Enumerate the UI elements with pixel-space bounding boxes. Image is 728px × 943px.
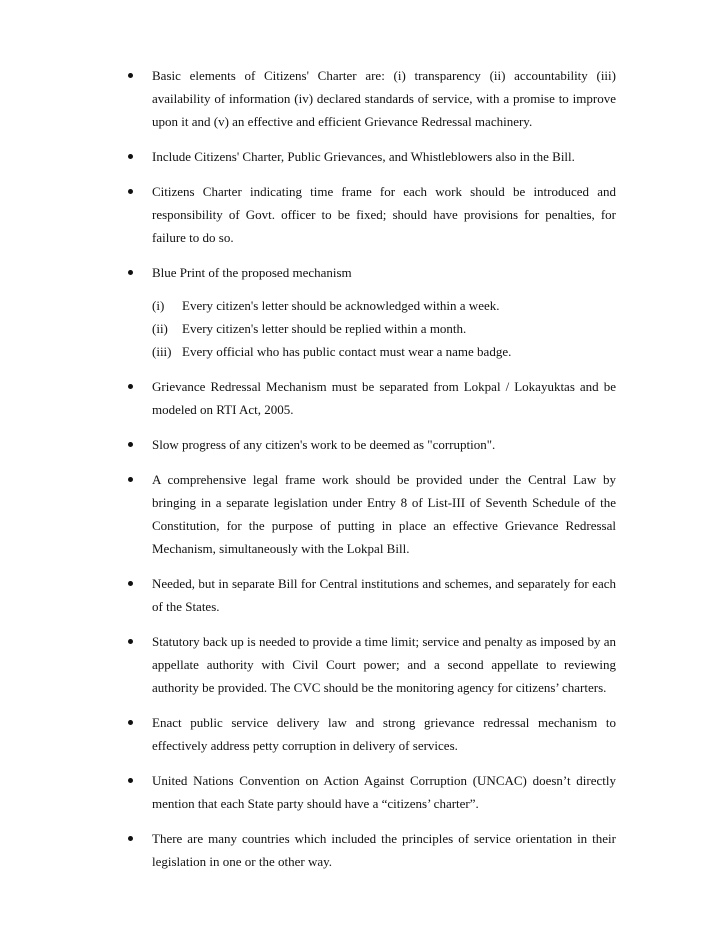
sub-item-number: (ii) bbox=[152, 321, 168, 336]
bullet-icon bbox=[128, 189, 133, 194]
sub-item-text: Every citizen's letter should be replied within a month. bbox=[182, 321, 467, 336]
bullet-item bbox=[152, 630, 616, 699]
sub-list-item bbox=[152, 340, 616, 363]
bullet-item bbox=[152, 769, 616, 815]
bullet-text: Grievance Redressal Mechanism must be separated from Lokpal / Lokayuktas and be modeled on RTI Act, 2005. bbox=[152, 379, 616, 417]
bullet-text: Slow progress of any citizen's work to be deemed as "corruption". bbox=[152, 437, 496, 452]
bullet-text: Include Citizens' Charter, Public Grievances, and Whistleblowers also in the Bill. bbox=[152, 149, 575, 164]
bullet-icon bbox=[128, 384, 133, 389]
bullet-icon bbox=[128, 639, 133, 644]
bullet-item bbox=[152, 572, 616, 618]
bullet-item bbox=[152, 180, 616, 249]
bullet-text: Citizens Charter indicating time frame for each work should be introduced and responsibility of Govt. officer to be fixed; should have provisions for penalties, for failure to do so. bbox=[152, 184, 616, 245]
bullet-icon bbox=[128, 154, 133, 159]
bullet-text: Basic elements of Citizens' Charter are: (i) transparency (ii) accountability (iii) availability of information (iv) declared standards of service, with a promise to improve upon it and (v) an effective and efficient Grievance Redressal machinery. bbox=[152, 68, 616, 129]
bullet-text: A comprehensive legal frame work should be provided under the Central Law by bringing in a separate legislation under Entry 8 of List-III of Seventh Schedule of the Constitution, for the purpose of putting in place an effective Grievance Redressal Mechanism, simultaneously with the Lokpal Bill. bbox=[152, 472, 616, 556]
sub-item-number: (iii) bbox=[152, 344, 172, 359]
bullet-icon bbox=[128, 477, 133, 482]
sub-list bbox=[152, 294, 616, 363]
sub-item-number: (i) bbox=[152, 298, 165, 313]
bullet-icon bbox=[128, 270, 133, 275]
bullet-item bbox=[152, 827, 616, 873]
bullet-list bbox=[152, 64, 616, 885]
bullet-text: Needed, but in separate Bill for Central institutions and schemes, and separately for each of the States. bbox=[152, 576, 616, 614]
sub-list-item bbox=[152, 294, 616, 317]
sub-item-text: Every citizen's letter should be acknowledged within a week. bbox=[182, 298, 500, 313]
bullet-item bbox=[152, 64, 616, 133]
bullet-icon bbox=[128, 73, 133, 78]
bullet-icon bbox=[128, 836, 133, 841]
bullet-icon bbox=[128, 778, 133, 783]
bullet-icon bbox=[128, 442, 133, 447]
sub-item-text: Every official who has public contact must wear a name badge. bbox=[182, 344, 512, 359]
bullet-text: United Nations Convention on Action Against Corruption (UNCAC) doesn’t directly mention that each State party should have a “citizens’ charter”. bbox=[152, 773, 616, 811]
sub-list-item bbox=[152, 317, 616, 340]
bullet-item bbox=[152, 711, 616, 757]
bullet-text: Enact public service delivery law and strong grievance redressal mechanism to effectively address petty corruption in delivery of services. bbox=[152, 715, 616, 753]
bullet-icon bbox=[128, 720, 133, 725]
bullet-text: Blue Print of the proposed mechanism bbox=[152, 265, 352, 280]
bullet-item bbox=[152, 433, 616, 456]
bullet-item bbox=[152, 145, 616, 168]
bullet-icon bbox=[128, 581, 133, 586]
bullet-item bbox=[152, 375, 616, 421]
bullet-text: There are many countries which included the principles of service orientation in their legislation in one or the other way. bbox=[152, 831, 616, 869]
bullet-item bbox=[152, 261, 616, 363]
bullet-item bbox=[152, 468, 616, 560]
bullet-text: Statutory back up is needed to provide a time limit; service and penalty as imposed by an appellate authority with Civil Court power; and a second appellate to reviewing authority be provided. The CVC should be the monitoring agency for citizens’ charters. bbox=[152, 634, 616, 695]
